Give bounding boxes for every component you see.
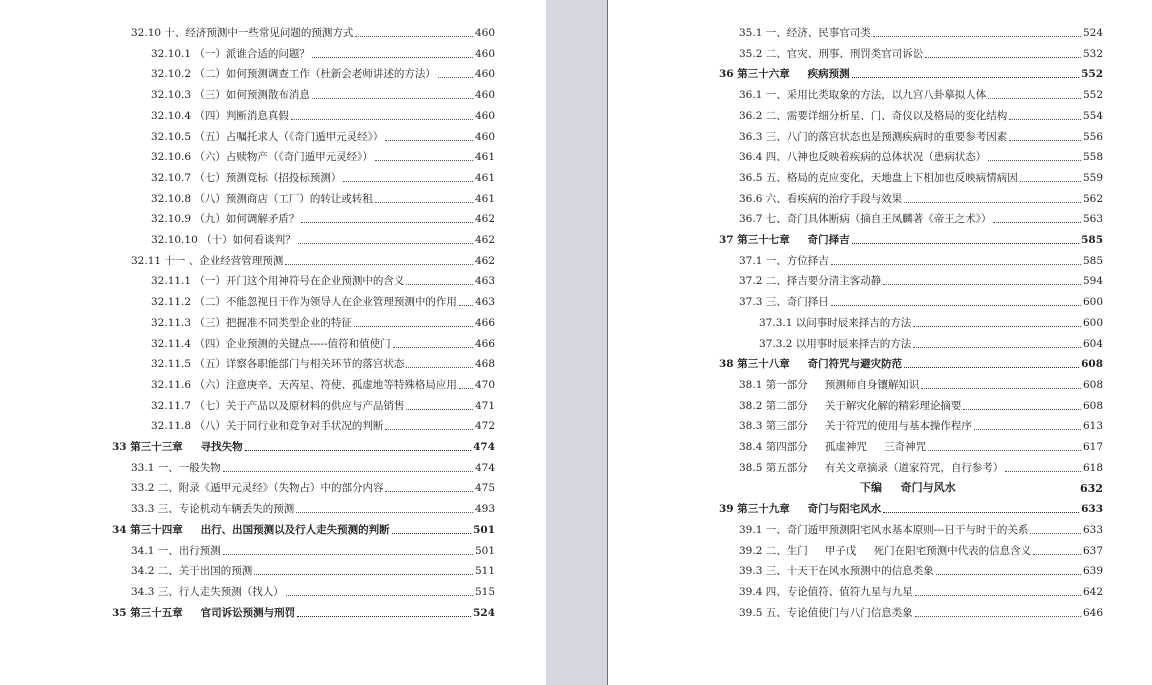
page-gutter <box>546 0 607 685</box>
toc-leader-dots <box>1020 180 1081 182</box>
toc-leader-dots <box>285 263 473 265</box>
toc-leader-dots <box>1009 118 1081 120</box>
toc-leader-dots <box>883 511 1079 513</box>
toc-entry-title: 39.4 四、专论值符、值符九星与九星 <box>739 585 913 598</box>
toc-leader-dots <box>296 511 473 513</box>
toc-page-number: 524 <box>1082 27 1103 39</box>
toc-page-number: 461 <box>474 192 495 205</box>
toc-leader-dots <box>393 346 473 348</box>
toc-entry[interactable] <box>151 374 495 392</box>
toc-page-number: 594 <box>1082 275 1103 288</box>
toc-page-number: 585 <box>1081 234 1103 246</box>
toc-page-number: 642 <box>1082 585 1103 598</box>
toc-leader-dots <box>254 573 473 575</box>
toc-page-number: 460 <box>474 27 495 39</box>
toc-page-number: 463 <box>474 296 495 309</box>
toc-leader-dots <box>385 428 473 430</box>
toc-entry-title: 37.3.1 以问事时辰来择吉的方法 <box>759 316 912 329</box>
toc-entry-title: 39 第三十九章 奇门与阳宅风水 <box>719 503 882 516</box>
toc-entry-title: 38 第三十八章 奇门符咒与避灾防范 <box>719 358 903 371</box>
toc-entry-title: 33.1 一、一般失物 <box>131 461 221 474</box>
toc-entry-title: 32.10.1 （一）派谁合适的问题？ <box>151 47 310 60</box>
toc-leader-dots <box>915 615 1081 617</box>
toc-entry-title: 33.2 二、附录《遁甲元灵经》（失物占）中的部分内容 <box>131 482 384 495</box>
toc-page-number: 618 <box>1082 461 1103 474</box>
toc-leader-dots <box>963 408 1081 410</box>
toc-page-number: 515 <box>474 585 495 598</box>
toc-entry-title: 39.3 三、十天干在风水预测中的信息类象 <box>739 565 934 578</box>
toc-entry[interactable] <box>151 105 495 123</box>
toc-page-number: 637 <box>1082 544 1103 557</box>
toc-leader-dots <box>925 56 1081 58</box>
toc-entry-title: 34 第三十四章 出行、出国预测以及行人走失预测的判断 <box>112 523 390 536</box>
toc-page-number: 462 <box>474 254 495 267</box>
toc-entry[interactable] <box>739 250 1103 268</box>
toc-page-number: 532 <box>1082 47 1103 60</box>
toc-page-number: 600 <box>1082 296 1103 309</box>
toc-page-number: 552 <box>1082 89 1103 102</box>
toc-leader-dots <box>223 553 473 555</box>
toc-entry[interactable] <box>739 84 1103 102</box>
toc-entry[interactable] <box>151 312 495 330</box>
toc-entry[interactable] <box>739 126 1103 144</box>
toc-leader-dots <box>245 449 472 451</box>
toc-page-number: 562 <box>1082 192 1103 205</box>
toc-entry[interactable] <box>151 270 495 288</box>
toc-entry-title: 39.1 一、奇门遁甲预测阳宅风水基本原则---日干与时干的关系 <box>739 523 1029 536</box>
toc-chapter-entry[interactable] <box>719 498 1103 516</box>
toc-leader-dots <box>988 97 1081 99</box>
toc-leader-dots <box>831 304 1081 306</box>
toc-entry[interactable] <box>151 43 495 61</box>
toc-entry[interactable] <box>739 146 1103 164</box>
toc-leader-dots <box>904 201 1081 203</box>
toc-page-number: 471 <box>474 399 495 412</box>
toc-entry-title: 34.3 三、行人走失预测（找人） <box>131 585 284 598</box>
toc-entry-title: 33 第三十三章 寻找失物 <box>112 441 243 453</box>
toc-page-number: 559 <box>1082 171 1103 184</box>
toc-entry[interactable] <box>739 188 1103 206</box>
toc-leader-dots <box>1030 532 1081 534</box>
toc-page-number: 524 <box>473 606 495 619</box>
toc-entry-title: 32.11.6 （六）注意庚辛、天芮星、符使、孤虚地等特殊格局应用 <box>151 378 457 391</box>
toc-entry-title: 37.3.2 以用事时辰来择吉的方法 <box>759 337 912 350</box>
toc-page-number: 468 <box>474 358 495 371</box>
toc-entry-title: 38.2 第二部分 关于解灾化解的精彩理论摘要 <box>739 399 962 412</box>
toc-page-number: 608 <box>1082 399 1103 412</box>
toc-entry-title: 36.4 四、八神也反映着疾病的总体状况（患病状态） <box>739 151 987 164</box>
toc-leader-dots <box>913 346 1081 348</box>
toc-leader-dots <box>988 159 1081 161</box>
toc-leader-dots <box>974 428 1081 430</box>
toc-entry-title: 32.10.7 （七）预测竞标（招投标预测） <box>151 171 342 184</box>
toc-page-number: 462 <box>474 213 495 226</box>
toc-entry-title: 36.5 五、格局的克应变化，天地盘上下相加也反映病情病因 <box>739 171 1018 184</box>
toc-entry-title: 32.11.3 （三）把握准不同类型企业的特征 <box>151 316 352 329</box>
toc-leader-dots <box>438 76 473 78</box>
toc-entry-title: 38.1 第一部分 预测师自身镶解知识 <box>739 378 920 391</box>
toc-chapter-entry[interactable] <box>719 353 1103 371</box>
toc-leader-dots <box>852 242 1080 244</box>
toc-chapter-entry[interactable] <box>719 63 1103 81</box>
toc-page-number: 460 <box>474 68 495 81</box>
toc-entry-title: 36 第三十六章 疾病预测 <box>719 68 850 81</box>
toc-entry-title: 32.10.4 （四）判断消息真假 <box>151 109 289 122</box>
toc-leader-dots <box>312 97 473 99</box>
toc-page-number: 460 <box>474 130 495 143</box>
toc-entry-title: 38.4 第四部分 孤虚神咒 三奇神咒 <box>739 441 927 453</box>
toc-leader-dots <box>343 180 473 182</box>
toc-leader-dots <box>406 366 473 368</box>
toc-entry-title: 32.11.5 （五）详察各职能部门与相关环节的落宫状态 <box>151 358 405 371</box>
toc-page-number: 463 <box>474 275 495 288</box>
toc-entry-title: 32.11.1 （一）开门这个用神符号在企业预测中的含义 <box>151 275 405 288</box>
toc-entry[interactable] <box>151 63 495 81</box>
toc-entry-title: 35.2 二、官灾、刑事、刑罚类官司诉讼 <box>739 47 924 60</box>
toc-page-number: 493 <box>474 503 495 516</box>
toc-entry[interactable] <box>739 560 1103 578</box>
toc-entry[interactable] <box>131 477 495 495</box>
toc-entry[interactable] <box>739 395 1103 413</box>
toc-entry[interactable] <box>131 250 495 268</box>
toc-entry[interactable] <box>151 188 495 206</box>
toc-page-number: 474 <box>473 441 495 453</box>
toc-page-number: 613 <box>1082 420 1103 433</box>
toc-page-number: 462 <box>474 234 495 246</box>
toc-entry-title: 37.3 三、奇门择日 <box>739 296 829 309</box>
toc-leader-dots <box>459 304 473 306</box>
toc-entry-title: 32.10.10 （十）如何看谈判？ <box>151 234 296 246</box>
toc-page-number: 511 <box>474 565 495 578</box>
toc-page-number: 646 <box>1082 606 1103 619</box>
toc-entry-title: 32.11.4 （四）企业预测的关键点-----值符和值使门 <box>151 337 391 350</box>
toc-leader-dots <box>385 139 473 141</box>
toc-page-number: 617 <box>1082 441 1103 453</box>
toc-entry-title: 32.10.2 （二）如何预测调查工作（杜新会老师讲述的方法） <box>151 68 436 81</box>
toc-entry[interactable] <box>739 43 1103 61</box>
toc-page-number: 633 <box>1082 523 1103 536</box>
toc-page-number: 585 <box>1082 254 1103 267</box>
toc-leader-dots <box>459 387 473 389</box>
toc-page-number: 474 <box>474 461 495 474</box>
toc-entry-title: 32.10.8 （八）预测商店（工厂）的转让或转租 <box>151 192 373 205</box>
toc-entry-title: 32.11.7 （七）关于产品以及原材料的供应与产品销售 <box>151 399 405 412</box>
toc-entry[interactable] <box>131 457 495 475</box>
toc-page-number: 466 <box>474 337 495 350</box>
toc-leader-dots <box>915 594 1081 596</box>
toc-entry[interactable] <box>131 22 495 40</box>
toc-leader-dots <box>993 221 1080 223</box>
toc-entry[interactable] <box>739 22 1103 40</box>
toc-leader-dots <box>223 470 473 472</box>
toc-entry-title: 36.6 六、看疾病的治疗手段与效果 <box>739 192 903 205</box>
toc-entry[interactable] <box>151 208 495 226</box>
toc-page-number: 604 <box>1082 337 1103 350</box>
toc-page-number: 461 <box>474 171 495 184</box>
toc-leader-dots <box>406 408 473 410</box>
toc-entry[interactable] <box>151 167 495 185</box>
toc-entry[interactable] <box>759 312 1103 330</box>
toc-page-number: 466 <box>474 316 495 329</box>
toc-entry[interactable] <box>151 353 495 371</box>
right-document-page <box>607 0 1152 685</box>
part-heading-page-number: 632 <box>1080 482 1103 496</box>
toc-entry[interactable] <box>151 229 495 247</box>
toc-leader-dots <box>298 242 473 244</box>
toc-page-number: 563 <box>1082 213 1103 226</box>
toc-entry[interactable] <box>131 581 495 599</box>
toc-leader-dots <box>913 325 1081 327</box>
toc-page-number: 639 <box>1082 565 1103 578</box>
toc-entry[interactable] <box>151 146 495 164</box>
toc-entry-title: 32.10.9 （九）如何调解矛盾？ <box>151 213 300 226</box>
toc-entry-title: 37.1 一、方位择吉 <box>739 254 829 267</box>
toc-entry[interactable] <box>739 436 1103 454</box>
toc-page-number: 558 <box>1082 151 1103 164</box>
toc-entry[interactable] <box>739 602 1103 620</box>
toc-leader-dots <box>928 449 1081 451</box>
toc-leader-dots <box>873 35 1081 37</box>
toc-page-number: 460 <box>474 89 495 102</box>
toc-entry[interactable] <box>151 291 495 309</box>
toc-entry-title: 35 第三十五章 官司诉讼预测与刑罚 <box>112 606 296 619</box>
toc-leader-dots <box>904 366 1079 368</box>
toc-entry[interactable] <box>739 208 1103 226</box>
toc-entry-title: 39.2 二、生门 甲子戊 死门在阳宅预测中代表的信息含义 <box>739 544 1032 557</box>
toc-entry-title: 32.11.2 （二）不能忽视日干作为领导人在企业管理预测中的作用 <box>151 296 457 309</box>
toc-entry[interactable] <box>739 415 1103 433</box>
toc-entry-title: 32.10.5 （五）占嘱托求人（《奇门遁甲元灵经》） <box>151 130 384 143</box>
toc-page-number: 556 <box>1082 130 1103 143</box>
toc-leader-dots <box>883 283 1081 285</box>
toc-entry[interactable] <box>759 333 1103 351</box>
toc-entry-title: 38.3 第三部分 关于符咒的使用与基本操作程序 <box>739 420 972 433</box>
toc-leader-dots <box>286 594 473 596</box>
toc-page-number: 600 <box>1082 316 1103 329</box>
toc-entry-title: 36.1 一、采用比类取象的方法，以九宫八卦摹拟人体 <box>739 89 987 102</box>
toc-entry[interactable] <box>151 126 495 144</box>
toc-page-number: 552 <box>1081 68 1103 81</box>
toc-entry[interactable] <box>739 540 1103 558</box>
toc-entry-title: 34.2 二、关于出国的预测 <box>131 565 253 578</box>
toc-leader-dots <box>831 263 1081 265</box>
toc-part-heading[interactable] <box>860 477 1103 495</box>
toc-entry-title: 32.10 十、经济预测中一些常见问题的预测方式 <box>131 27 354 39</box>
toc-entry[interactable] <box>739 270 1103 288</box>
toc-page-number: 472 <box>474 420 495 433</box>
toc-chapter-entry[interactable] <box>112 602 495 620</box>
toc-leader-dots <box>375 159 473 161</box>
toc-leader-dots <box>375 201 473 203</box>
toc-entry-title: 32.11 十一 、企业经营管理预测 <box>131 254 284 267</box>
toc-entry-title: 36.3 三、八门的落宫状态也是预测疾病时的重要参考因素 <box>739 130 1008 143</box>
toc-page-number: 501 <box>473 523 495 536</box>
toc-leader-dots <box>1033 553 1081 555</box>
toc-leader-dots <box>1009 139 1081 141</box>
page-boundary-line <box>607 0 608 685</box>
toc-entry[interactable] <box>739 519 1103 537</box>
toc-entry[interactable] <box>131 560 495 578</box>
toc-page-number: 460 <box>474 109 495 122</box>
toc-entry-title: 36.7 七、奇门具体断病（摘自王凤麟著《帝王之术》） <box>739 213 992 226</box>
toc-page-number: 501 <box>474 544 495 557</box>
toc-leader-dots <box>385 490 472 492</box>
toc-chapter-entry[interactable] <box>112 519 495 537</box>
toc-page-number: 470 <box>474 378 495 391</box>
toc-leader-dots <box>921 387 1081 389</box>
toc-entry[interactable] <box>151 84 495 102</box>
toc-entry-title: 35.1 一、经济、民事官司类 <box>739 27 871 39</box>
toc-leader-dots <box>301 221 473 223</box>
toc-page-number: 475 <box>474 482 495 495</box>
toc-entry[interactable] <box>739 581 1103 599</box>
toc-leader-dots <box>406 283 473 285</box>
toc-entry[interactable] <box>739 291 1103 309</box>
toc-chapter-entry[interactable] <box>112 436 495 454</box>
toc-entry[interactable] <box>151 333 495 351</box>
toc-entry[interactable] <box>739 457 1103 475</box>
toc-entry[interactable] <box>739 167 1103 185</box>
toc-page-number: 633 <box>1081 503 1103 516</box>
toc-entry-title: 39.5 五、专论值使门与八门信息类象 <box>739 606 913 619</box>
toc-entry-title: 33.3 三、专论机动车辆丢失的预测 <box>131 503 295 516</box>
toc-page-number: 608 <box>1081 358 1103 371</box>
toc-entry[interactable] <box>151 395 495 413</box>
toc-entry-title: 38.5 第五部分 有关文章摘录（道家符咒，自行参考） <box>739 461 1004 474</box>
toc-leader-dots <box>354 325 473 327</box>
toc-entry-title: 37.2 二、择吉要分清主客动静 <box>739 275 882 288</box>
toc-leader-dots <box>355 35 473 37</box>
toc-entry-title: 32.11.8 （八）关于同行业和竞争对手状况的判断 <box>151 420 384 433</box>
toc-page-number: 608 <box>1082 378 1103 391</box>
toc-chapter-entry[interactable] <box>719 229 1103 247</box>
toc-entry-title: 32.10.6 （六）占赎物产（《奇门遁甲元灵经》） <box>151 151 373 164</box>
part-heading-title: 下编 奇门与风水 <box>860 481 956 495</box>
toc-entry[interactable] <box>131 498 495 516</box>
toc-leader-dots <box>291 118 473 120</box>
toc-leader-dots <box>312 56 473 58</box>
toc-page-number: 554 <box>1082 109 1103 122</box>
toc-leader-dots <box>852 76 1080 78</box>
toc-page-number: 460 <box>474 47 495 60</box>
toc-leader-dots <box>392 532 472 534</box>
toc-entry-title: 32.10.3 （三）如何预测散布消息 <box>151 89 310 102</box>
toc-entry[interactable] <box>131 540 495 558</box>
toc-leader-dots <box>297 615 471 617</box>
toc-entry[interactable] <box>739 105 1103 123</box>
toc-entry[interactable] <box>739 374 1103 392</box>
toc-leader-dots <box>936 573 1081 575</box>
left-document-page <box>0 0 546 685</box>
toc-entry[interactable] <box>151 415 495 433</box>
toc-entry-title: 37 第三十七章 奇门择吉 <box>719 234 850 246</box>
toc-leader-dots <box>1005 470 1081 472</box>
toc-page-number: 461 <box>474 151 495 164</box>
toc-entry-title: 34.1 一、出行预测 <box>131 544 221 557</box>
toc-entry-title: 36.2 二、需要详细分析星、门、奇仪以及格局的变化结构 <box>739 109 1008 122</box>
